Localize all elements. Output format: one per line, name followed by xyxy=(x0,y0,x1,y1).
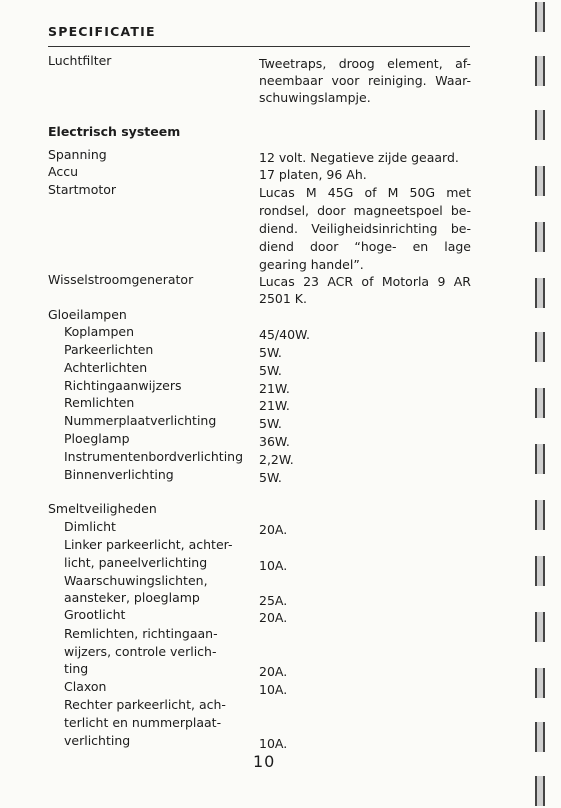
binder-tab xyxy=(535,556,545,586)
startmotor-value-line-3: diend. Veiligheidsinrichting be- xyxy=(259,221,471,236)
gloeilamp-value: 5W. xyxy=(259,416,282,431)
zekering-value: 10A. xyxy=(259,736,288,751)
gloeilampen-heading: Gloeilampen xyxy=(48,307,127,322)
gloeilamp-label: Parkeerlichten xyxy=(64,342,154,357)
gloeilamp-value: 2,2W. xyxy=(259,452,294,467)
luchtfilter-value-line-2: neembaar voor reiniging. Waar- xyxy=(259,73,471,88)
title-divider xyxy=(48,46,470,47)
binder-tab xyxy=(535,668,545,698)
generator-value-line-2: 2501 K. xyxy=(259,291,307,306)
startmotor-value-line-4: diend door “hoge- en lage xyxy=(259,239,471,254)
zekering-label: wijzers, controle verlich- xyxy=(64,644,217,659)
luchtfilter-value-line-1: Tweetraps, droog element, af- xyxy=(259,56,471,71)
luchtfilter-label: Luchtfilter xyxy=(48,53,112,68)
gloeilamp-label: Instrumentenbordverlichting xyxy=(64,449,244,464)
gloeilamp-value: 36W. xyxy=(259,434,290,449)
zekering-label: aansteker, ploeglamp xyxy=(64,590,200,605)
gloeilamp-label: Binnenverlichting xyxy=(64,467,174,482)
zekering-label: Dimlicht xyxy=(64,519,116,534)
spanning-value: 12 volt. Negatieve zijde geaard. xyxy=(259,150,459,165)
startmotor-value-line-2: rondsel, door magneetspoel be- xyxy=(259,203,471,218)
generator-label: Wisselstroomgenerator xyxy=(48,272,194,287)
page-title: SPECIFICATIE xyxy=(48,24,156,39)
binder-tab xyxy=(535,388,545,418)
zekering-label: Claxon xyxy=(64,679,107,694)
gloeilamp-label: Koplampen xyxy=(64,324,135,339)
generator-value-line-1: Lucas 23 ACR of Motorla 9 AR xyxy=(259,274,471,289)
zekering-value: 20A. xyxy=(259,522,288,537)
startmotor-value-line-1: Lucas M 45G of M 50G met xyxy=(259,185,471,200)
zekering-label: Remlichten, richtingaan- xyxy=(64,626,218,641)
zekering-label: Grootlicht xyxy=(64,607,126,622)
gloeilamp-label: Achterlichten xyxy=(64,360,148,375)
gloeilamp-value: 21W. xyxy=(259,381,290,396)
startmotor-value-line-5: gearing handel”. xyxy=(259,257,364,272)
zekering-label: Rechter parkeerlicht, ach- xyxy=(64,697,226,712)
gloeilamp-value: 45/40W. xyxy=(259,327,310,342)
binder-tab xyxy=(535,56,545,86)
binder-tab xyxy=(535,2,545,32)
startmotor-label: Startmotor xyxy=(48,182,117,197)
binder-tab xyxy=(535,722,545,752)
gloeilamp-label: Ploeglamp xyxy=(64,431,130,446)
luchtfilter-value-line-3: schuwingslampje. xyxy=(259,90,371,105)
electrisch-heading: Electrisch systeem xyxy=(48,124,181,139)
binder-tab xyxy=(535,612,545,642)
gloeilamp-value: 5W. xyxy=(259,363,282,378)
binder-tab xyxy=(535,332,545,362)
gloeilamp-label: Richtingaanwijzers xyxy=(64,378,182,393)
zekering-value: 20A. xyxy=(259,664,288,679)
zekering-label: Linker parkeerlicht, achter- xyxy=(64,537,233,552)
zekering-label: licht, paneelverlichting xyxy=(64,555,208,570)
binder-tab xyxy=(535,222,545,252)
binder-tab xyxy=(535,166,545,196)
zekering-value: 10A. xyxy=(259,682,288,697)
binder-tab xyxy=(535,776,545,806)
binder-tab xyxy=(535,500,545,530)
spanning-label: Spanning xyxy=(48,147,107,162)
zekering-value: 20A. xyxy=(259,610,288,625)
zekering-label: ting xyxy=(64,661,89,676)
binder-tab xyxy=(535,110,545,140)
zekering-value: 10A. xyxy=(259,558,288,573)
binder-tab xyxy=(535,444,545,474)
smeltveiligheden-heading: Smeltveiligheden xyxy=(48,501,157,516)
binder-tab xyxy=(535,278,545,308)
zekering-label: Waarschuwingslichten, xyxy=(64,573,208,588)
zekering-label: verlichting xyxy=(64,733,131,748)
gloeilamp-value: 5W. xyxy=(259,345,282,360)
zekering-label: terlicht en nummerplaat- xyxy=(64,715,222,730)
accu-label: Accu xyxy=(48,164,78,179)
accu-value: 17 platen, 96 Ah. xyxy=(259,167,367,182)
gloeilamp-value: 21W. xyxy=(259,398,290,413)
page-number: 10 xyxy=(253,752,276,771)
gloeilamp-label: Remlichten xyxy=(64,395,135,410)
gloeilamp-label: Nummerplaatverlichting xyxy=(64,413,217,428)
gloeilamp-value: 5W. xyxy=(259,470,282,485)
zekering-value: 25A. xyxy=(259,593,288,608)
